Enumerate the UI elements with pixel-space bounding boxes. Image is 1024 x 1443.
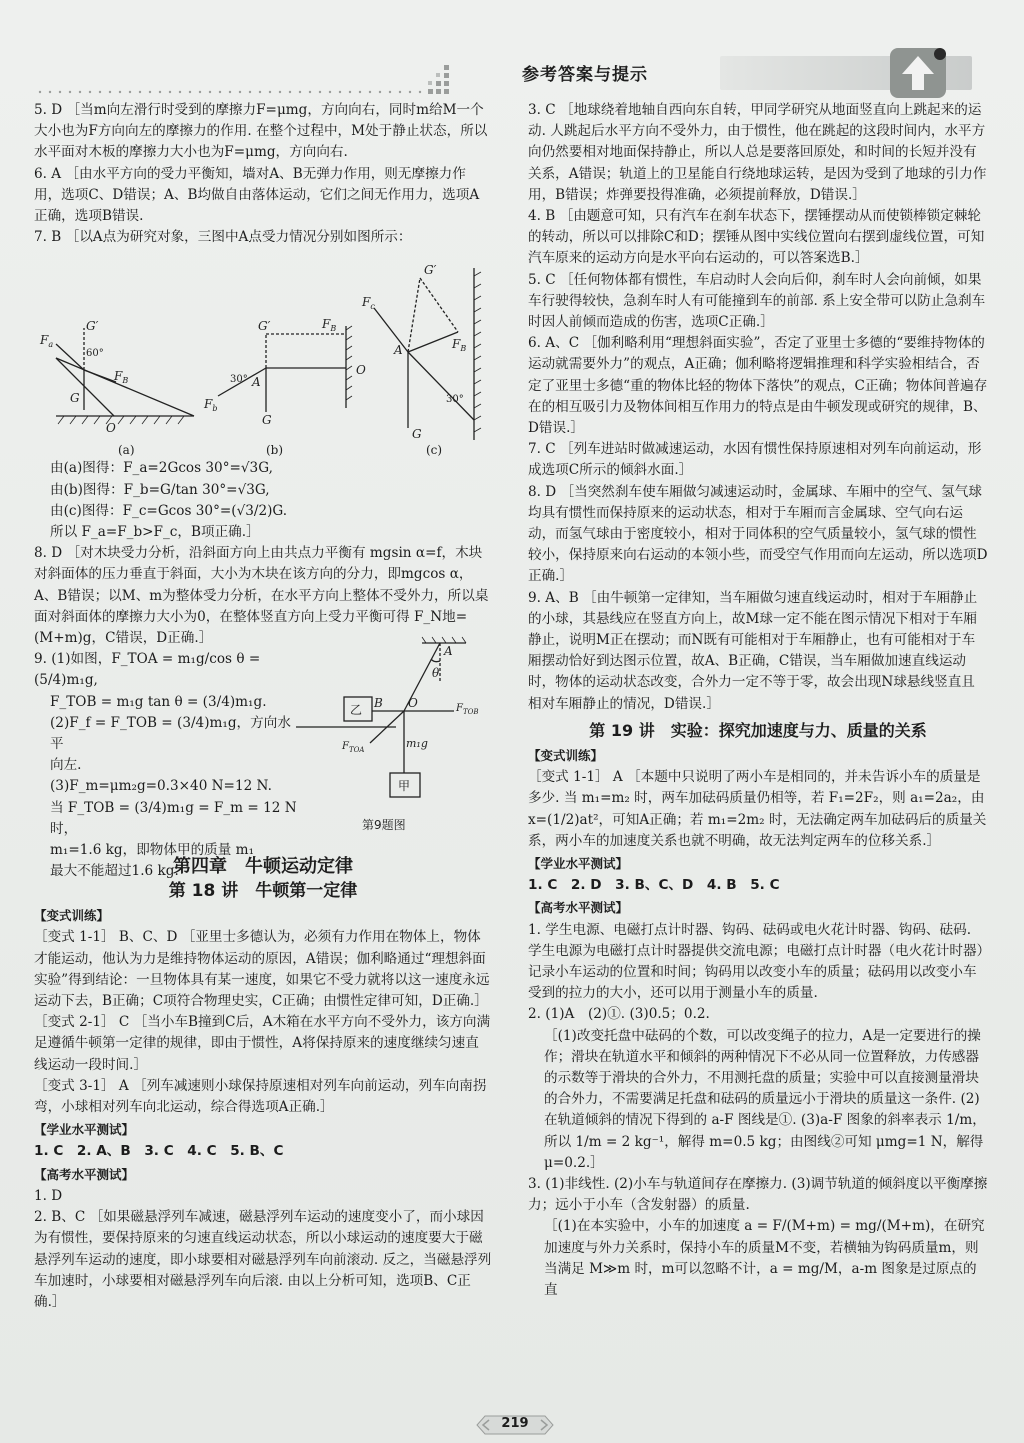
section-variant-right: 【变式训练】 [528,747,604,763]
answer-l9-line7: m₁=1.6 kg，即物体甲的质量 m₁ [50,842,255,859]
gaokao-2a-right: 2. (1)A (2)①. (3)0.5；0.2. [528,1006,710,1023]
answer-l6: 6. A ［由水平方向的受力平衡知，墙对A、B无弹力作用，则无摩擦力作用，选项C、D错误；A、B均做自由落体运动，它们之间无作用力，选项A正确，选项B错误. [34,165,480,225]
variant-3-1-left: ［变式 3-1］ A ［列车减速则小球保持原速相对列车向前运动，列车向南拐弯，小球相对列车向北运动，综合得选项A正确.］ [34,1077,487,1116]
answer-r9: 9. A、B ［由牛顿第一定律知，当车厢做匀速直线运动时，相对于车厢静止的小球，其悬线应在竖直方向上，故M球一定不能在图示情况下相对于车厢静止，说明M正在摆动；而N既有可能相对于车厢静止，也有可能相对于车厢摆动恰好到达图示位置，故A、B正确，C错误，当车厢做加速直线运动时，物体的运动状态改变，合外力一定不等于零，故会出现N球悬线竖直且相对车厢静止的情况，D错误.］ [528,589,978,712]
svg-text:B: B [374,696,383,711]
gaokao-1-right: 1. 学生电源、电磁打点计时器、钩码、砝码或电火花计时器、钩码、砝码. 学生电源为电磁打点计时器提供交流电源；电磁打点计时器（电火花计时器）记录小车运动的位置和时间；钩码用以改变小车的质量；砝码用以改变小车受到的拉力的大小，还可以用于测量小车的质量. [528,921,984,1002]
figure-9-caption: 第9题图 [362,818,406,833]
svg-text:(a): (a) [118,443,135,458]
svg-text:甲: 甲 [398,779,411,794]
answer-l7-b: 由(b)图得：F_b=G/tan 30°=√3G, [50,481,270,498]
chapter-title: 第四章 牛顿运动定律 [173,856,353,878]
svg-text:G′: G′ [86,319,99,334]
variant-1-1-left: ［变式 1-1］ B、C、D ［亚里士多德认为，必须有力作用在物体上，物体才能运动，他认为力是维持物体运动的原因，A错误；伽利略通过“理想斜面实验”得到结论：一旦物体具有某一速度，如果它不受力就将以这一速度永远运动下去，B正确；C项符合物理史实，C正确；由惯性定律可知，D正确.］ [34,929,490,1010]
svg-text:O: O [408,696,418,711]
figure-9-diagram [296,635,492,841]
section-xueye-right: 【学业水平测试】 [528,855,629,871]
lecture-19-title: 第 19 讲 实验：探究加速度与力、质量的关系 [589,720,927,740]
header-dot-pattern [36,58,456,98]
answer-l9-line5: (3)F_m=μm₂g=0.3×40 N=12 N. [50,778,272,795]
arrow-up-icon [890,48,946,98]
xueye-answers-left: 1. C 2. A、B 3. C 4. C 5. B、C [34,1143,284,1160]
svg-text:Fb: $F_b$ [204,397,218,414]
svg-text:m₁g: m₁g [406,737,428,751]
xueye-answers-right: 1. C 2. D 3. B、C、D 4. B 5. C [528,877,780,894]
answer-l9-line2: F_TOB = m₁g tan θ = (3/4)m₁g. [50,693,267,710]
answer-r5: 5. C ［任何物体都有惯性，车启动时人会向后仰，刹车时人会向前倾，如果车行驶得较快，急刹车时人有可能撞到车的前部. 系上安全带可以防止急刹车时因人前倾而造成的伤害，选项C正确.］ [528,271,986,331]
answer-r3: 3. C ［地球绕着地轴自西向东自转，甲同学研究从地面竖直向上跳起来的运动. 人跳起后水平方向不受外力，由于惯性，他在跳起的这段时间内，水平方向仍然要相对地面保持静止，所以人总是要落回原处，和时间的长短并没有关系，A错误；轨道上的卫星能自行绕地球运转，是因为受到了地球的引力作用，B错误；炸弹要投得准确，必须提前释放，D错误.］ [528,102,987,203]
svg-text:G: G [262,413,272,428]
gaokao-1-left: 1. D [34,1187,63,1204]
gaokao-3b-right: ［(1)在本实验中，小车的加速度 a = F/(M+m) = mg/(M+m)，在研究加速度与外力关系时，保持小车的质量M不变，若横轴为钩码质量m，则当满足 M≫m 时，m可以忽略不计，a = mg/M，a-m 图象是过原点的直 [544,1218,985,1298]
svg-text:30°: 30° [230,374,248,386]
svg-text:FB: $F_B$ [114,369,129,386]
answer-l9-line6: 当 F_TOB = (3/4)m₁g = F_m = 12 N 时， [50,799,297,837]
svg-text:FB: $F_B$ [322,317,337,334]
answer-l9-line3: (2)F_f = F_TOB = (3/4)m₁g，方向水平 [50,714,291,753]
section-gaokao-left: 【高考水平测试】 [34,1166,135,1182]
answer-l7: 7. B ［以A点为研究对象，三图中A点受力情况分别如图所示： [34,229,412,246]
svg-text:G: G [70,391,80,406]
answer-l9-line8: 最大不能超过1.6 kg. [50,863,179,880]
answer-l5: 5. D ［当m向左滑行时受到的摩擦力F=μmg，方向向右，同时m给M一个大小也为F方向向左的摩擦力的作用. 在整个过程中，M处于静止状态，所以水平面对木板的摩擦力大小也为F=μmg，方向向右. [34,102,488,161]
svg-text:FTOB: $F_{TOB}$ [456,703,479,717]
svg-text:(b): (b) [266,443,284,458]
variant-2-1-left: ［变式 2-1］ C ［当小车B撞到C后，A木箱在水平方向不受外力，该方向满足遵循牛顿第一定律的规律，即由于惯性，A将保持原来的速度继续匀速直线运动一段时间.］ [34,1014,491,1073]
svg-text:60°: 60° [86,348,104,360]
answer-r7: 7. C ［列车进站时做减速运动，水因有惯性保持原速相对列车向前运动，形成选项C所示的倾斜水面.］ [528,441,982,479]
answer-r6: 6. A、C ［伽利略利用“理想斜面实验”，否定了亚里士多德的“要维持物体的运动就需要外力”的观点，A正确；伽利略将逻辑推理和科学实验相结合，否定了亚里士多德“重的物体比轻的物体下落快”的观点，C正确；物体间普遍存在的相互吸引力及物体间相互作用力的特点是由牛顿发现或研究的规律，B、D错误.］ [528,335,988,437]
svg-text:FTOA: $F_{TOA}$ [342,741,365,755]
answer-l7-c: 由(c)图得：F_c=Gcos 30°=(√3/2)G. [50,502,288,519]
right-column [528,100,988,1301]
answer-l7-a: 由(a)图得：F_a=2Gcos 30°=√3G, [50,460,273,477]
answer-l8: 8. D ［对木块受力分析，沿斜面方向上由共点力平衡有 mgsin α=f，木块对斜面体的压力垂直于斜面，大小为木块在该方向的分力，即mgcos α，A、B错误；以M、m为整体受力分析，在水平方向上整体不受外力，所以桌面对斜面体的摩擦力大小为0，在整体竖直方向上受力平衡可得 F_N地=(M+m)g，C错误，D正确.］ [34,545,489,647]
svg-text:G′: G′ [258,319,271,334]
gaokao-2-left: 2. B、C ［如果磁悬浮列车减速，磁悬浮列车运动的速度变小了，而小球因为有惯性，要保持原来的匀速直线运动状态，所以小球运动的速度要大于磁悬浮列车运动的速度，即小球要相对磁悬浮列车向前滚动. 反之，当磁悬浮列车加速时，小球要相对磁悬浮列车向后滚. 由以上分析可知，选项B、C正确.］ [34,1209,492,1310]
variant-1-1-right: ［变式 1-1］ A ［本题中只说明了两小车是相同的，并未告诉小车的质量是多少. 当 m₁=m₂ 时，两车加砝码质量仍相等，若 F₁=2F₂，则 a₁=2a₂，由 x=(1/2)at²，可知A正确；若 m₁=2m₂ 时，无法确定两车加砝码后的质量关系，两小车的加速度关系也就不明确，故无法判定两车的位移关系.］ [528,769,987,849]
svg-text:O: O [106,421,116,436]
svg-text:Fc: $F_c$ [362,295,375,312]
answer-l7-d: 所以 F_a=F_b>F_c，B项正确.］ [50,524,260,541]
lecture-18-title: 第 18 讲 牛顿第一定律 [168,881,358,902]
answer-r4: 4. B ［由题意可知，只有汽车在刹车状态下，摆锤摆动从而使锁棒锁定棘轮的转动，所以可以排除C和D；摆锤从图中实线位置向右摆到虚线位置，可知汽车原来的运动方向是水平向右运动的，可以答案选B.］ [528,208,985,267]
page-number: 219 [501,1416,529,1431]
svg-text:A: A [444,644,453,659]
section-xueye-left: 【学业水平测试】 [34,1122,135,1138]
svg-text:A: A [394,343,403,358]
answer-r8: 8. D ［当突然刹车使车厢做匀减速运动时，金属球、车厢中的空气、氢气球均具有惯性而保持原来的运动状态，相对于车厢而言金属球、空气向右运动，而氢气球由于密度较小，相对于同体积的空气质量较小，氢气球的惯性较小，保持原来向右运动的本领小些，而受空气作用而向左运动，所以选项D正确.］ [528,483,988,585]
svg-text:G′: G′ [424,263,437,278]
left-column [34,100,492,1313]
gaokao-3a-right: 3. (1)非线性. (2)小车与轨道间存在摩擦力. (3)调节轨道的倾斜度以平衡摩擦力；远小于小车（含发射器）的质量. [528,1175,988,1214]
header-title: 参考答案与提示 [522,65,648,85]
figure-7-force-diagrams [34,248,492,458]
svg-text:O: O [356,363,366,378]
gaokao-2b-right: ［(1)改变托盘中砝码的个数，可以改变绳子的拉力，A是一定要进行的操作；滑块在轨道水平和倾斜的两种情况下不必从同一位置释放，力传感器的示数等于滑块的合外力，不用测托盘的质量；实验中可以直接测量滑块的合外力，不需要满足托盘和砝码的质量远小于滑块的质量这一条件. (2)在轨道倾斜的情况下得到的 a-F 图线是①. (3)a-F 图象的斜率表示 1/m，所以 1/m = 2 kg⁻¹，解得 m=0.5 kg；由图线②可知 μmg=1 N，解得 μ=0.2.］ [544,1027,986,1171]
svg-text:A: A [252,375,261,390]
svg-text:30°: 30° [446,394,464,406]
svg-text:FB: $F_B$ [452,337,467,354]
svg-text:θ: θ [432,666,440,681]
svg-text:G: G [412,427,422,442]
section-gaokao-right: 【高考水平测试】 [528,900,629,916]
page-number-badge [475,1414,555,1436]
svg-text:乙: 乙 [350,703,363,718]
svg-text:Fa: $F_a$ [40,333,54,350]
answer-l9-line4: 向左. [50,757,82,774]
svg-text:(c): (c) [426,443,443,458]
section-variant-left: 【变式训练】 [34,908,110,924]
answer-l9-line1: 9. (1)如图，F_TOA = m₁g/cos θ = (5/4)m₁g, [34,651,261,689]
